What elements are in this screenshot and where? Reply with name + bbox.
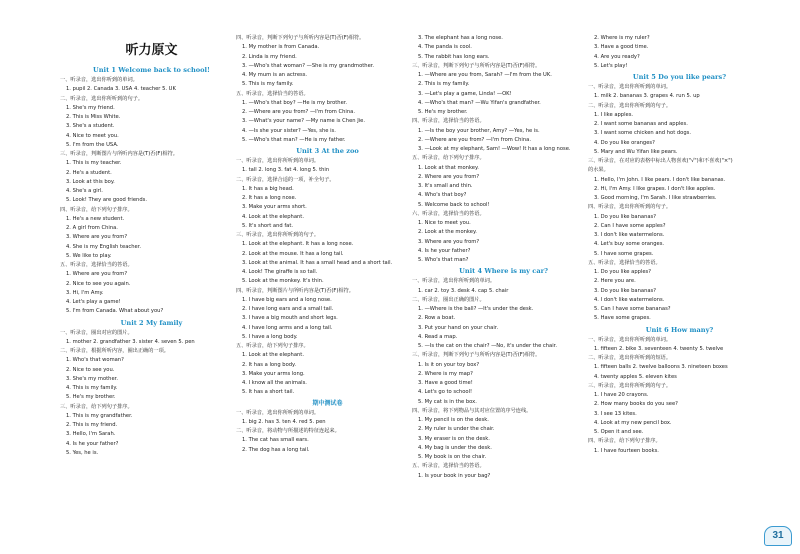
text-line: 4. —Who's that man? —Wu Yifan's grandfather. [418,99,541,106]
text-line: 4. Is he your father? [66,440,119,447]
text-line: 5. He's my brother. [418,109,468,115]
text-line: 1. My pencil is on the desk. [418,417,489,423]
text-line: 5. —Is the cat on the chair? —No, it's under the chair. [418,343,557,349]
text-line: 2. Row a boat. [418,315,456,322]
text-line: 3. Where are you from? [418,238,480,245]
section-heading: 四、听录音，判断图片与所听内容是(T)否(F)相符。 [236,287,354,294]
text-line: 3. Have a good time! [418,380,473,386]
text-line: 3. —Let's play a game, Linda! —OK! [418,90,512,97]
section-heading: 五、听录音，给下列句子排序。 [236,343,309,349]
text-line: 2. Hi, I'm Amy. I like grapes. I don't like apples. [594,185,716,192]
unit-heading: Unit 6 How many? [645,325,714,334]
section-heading: 二、听录音，选出你所听到的短语。 [588,355,672,361]
column-1 [60,34,243,458]
text-line: 1. Is it on your toy box? [418,361,480,368]
section-heading: 一、听录音，选出你所听到的单词。 [588,84,672,90]
text-line: 5. —Who's that man? —He is my father. [242,136,346,143]
text-line: 5. He's my brother. [66,394,116,401]
text-line: 3. —What's your name? —My name is Chen Jie. [242,118,366,125]
text-line: 4. Let's go to school! [418,389,473,396]
text-line: 3. Look at this boy. [66,178,115,185]
text-line: 1. —Where is the ball? —It's under the desk. [418,306,534,312]
text-line: 2. —Where are you from? —I'm from China. [418,136,531,143]
text-line: 5. I have a long body. [242,333,298,340]
section-heading: 二、听录音，选出你所听到的句子。 [588,102,672,109]
section-heading: 一、听录音，选出你所听到的单词。 [236,409,320,416]
text-line: 5. It's short and fat. [242,222,294,229]
section-heading: 二、听录音，选择合适的一项，补全句子。 [236,176,335,183]
text-line: 2. Look at the mouse. It has a long tail. [242,250,344,257]
text-line: 1. This is my teacher. [66,160,122,167]
section-heading: 五、听录音，选择恰当的答语。 [236,90,309,97]
section-heading: 三、听录音，在对应的表格中标出人物喜欢("√")和不喜欢("×") [588,158,733,164]
text-line: 2. This is my family. [418,81,470,88]
text-line: 5. Who's that man? [418,257,469,263]
text-line: 2. Linda is my friend. [242,53,297,60]
text-line: 1. It has a big head. [242,185,294,192]
section-heading: 五、听录音，选择恰当的答语。 [60,262,133,268]
text-line: 5. Look! They are good friends. [66,197,147,204]
text-line: 1. fifteen 2. bike 3. seventeen 4. twenty 5. twelve [594,345,724,352]
text-line: 1. Who's that woman? [66,357,124,364]
text-line: 2. Nice to see you again. [66,280,131,287]
section-heading: 三、听录音，判断下列句子与所听内容是(T)否(F)相符。 [412,62,541,69]
text-line: 5. Open it and see. [594,429,644,435]
text-line: 5. Look at the monkey. It's thin. [242,278,324,285]
text-line: 5. My cat is in the box. [418,398,477,405]
section-heading: 五、听录音，给下列句子排序。 [412,155,485,162]
text-line: 1. —Where are you from, Sarah? —I'm from the UK. [418,72,552,78]
section-heading: 三、听录音，给下列句子排序。 [60,403,133,410]
unit-heading: Unit 5 Do you like pears? [632,73,727,81]
text-line: 1. car 2. toy 3. desk 4. cap 5. chair [418,287,509,294]
text-line: 3. I want some chicken and hot dogs. [594,130,691,137]
text-line: 3. —Who's that woman? —She is my grandmother. [242,62,375,69]
text-line: 4. Let's buy some oranges. [594,241,665,248]
text-line: 1. tall 2. long 3. fat 4. long 5. thin [242,167,330,174]
text-line: 4. The panda is cool. [418,44,472,51]
text-line: 1. Do you like apples? [594,269,651,275]
section-heading: 三、听录音，选出你所听到的句子。 [588,382,672,389]
section-heading: 三、听录音，判断图片与所听内容是(T)否(F)相符。 [60,151,178,157]
text-line: 3. Hello, I'm Sarah. [66,431,116,438]
section-heading: 四、听录音，给下列句子排序。 [60,206,133,213]
text-line: 3. It's small and thin. [418,183,473,189]
text-line: 2. This is my friend. [66,422,118,428]
text-line: 5. Can I have some bananas? [594,306,671,312]
section-heading: 二、听录音，圈出正确的图片。 [412,296,485,303]
section-heading: 一、听录音，选出你所听到的单词。 [236,158,320,164]
unit-heading: Unit 2 My family [120,318,183,327]
text-line: 4. Who's that boy? [418,192,467,199]
text-line: 1. I have 20 crayons. [594,392,649,398]
text-line: 3. Put your hand on your chair. [418,324,499,331]
text-line: 1. fifteen balls 2. twelve balloons 3. nineteen boxes [594,364,728,371]
text-line: 2. It has a long body. [242,361,297,368]
text-line: 3. I don't like watermelons. [594,232,665,238]
text-line: 2. I have long ears and a small tail. [242,306,334,312]
text-line: 3. I have a big mouth and short legs. [242,315,338,322]
text-line: 4. Look! The giraffe is so tall. [242,269,318,275]
text-line: 4. I know all the animals. [242,380,307,386]
text-line: 3. Make your arms long. [242,370,305,377]
text-line: 4. Do you like oranges? [594,139,655,146]
text-line: 1. big 2. has 3. ten 4. red 5. pen [242,418,326,425]
text-line: 2. My ruler is under the chair. [418,426,495,433]
text-line: 4. I have long arms and a long tail. [242,324,333,331]
section-heading: 二、听录音，根据所听内容，圈出正确的一项。 [60,348,169,354]
text-line: 2. —Where are you from? —I'm from China. [242,109,355,115]
text-line: 1. My mother is from Canada. [242,44,320,51]
text-line: 4. Read a map. [418,333,458,340]
text-line: 4. I don't like watermelons. [594,296,665,303]
text-line: 4. My bag is under the desk. [418,444,492,451]
column-2 [236,34,419,455]
section-heading: 一、听录音，选出你听到的单词。 [60,77,138,83]
test-heading: 期中测试卷 [312,399,343,407]
text-line: 5. I have some grapes. [594,250,654,257]
text-line: 3. Where are you from? [66,234,128,241]
text-line: 1. Nice to meet you. [418,220,471,226]
text-line: 3. Make your arms short. [242,204,307,211]
text-line: 4. —Is she your sister? —Yes, she is. [242,127,336,134]
text-line: 5. Mary and Wu Yifan like pears. [594,148,678,155]
text-line: 3. Do you like bananas? [594,287,656,294]
section-heading: 一、听录音，选出你所听到的单词。 [588,336,672,343]
text-line: 5. Yes, he is. [66,449,99,456]
text-line: 1. Look at that monkey. [418,164,479,171]
text-line: 1. Hello, I'm John. I like pears. I don't like bananas. [594,176,726,183]
text-line: 3. Good morning, I'm Sarah. I like strawberries. [594,195,717,201]
text-line: 3. Hi, I'm Amy. [66,289,104,296]
page-title: 听力原文 [125,43,178,58]
text-line: 4. Are you ready? [594,53,640,60]
text-line: 1. I have big ears and a long nose. [242,296,332,303]
text-line: 4. Is he your father? [418,247,471,254]
text-line: 5. It has a short tail. [242,389,295,396]
text-line: 3. My eraser is on the desk. [418,435,490,442]
text-line: 5. Welcome back to school! [418,201,490,208]
text-line: 2. Nice to see you. [66,366,115,373]
text-line: 2. This is Miss White. [66,114,121,120]
section-heading: 一、听录音，选出你所听到的单词。 [412,278,496,285]
text-line: 4. Look at the elephant. [242,213,304,220]
text-line: 1. —Who's that boy? —He is my brother. [242,99,348,106]
text-line: 5. Have some grapes. [594,315,651,322]
text-line: 5. I'm from Canada. What about you? [66,308,164,315]
text-line: 1. The cat has small ears. [242,437,309,444]
text-line: 1. Look at the elephant. It has a long nose. [242,241,354,248]
unit-heading: Unit 3 At the zoo [296,147,359,155]
text-line: 1. Where are you from? [66,271,128,278]
text-line: 2. Here you are. [594,278,636,285]
section-heading: 四、听录音，选择恰当的答语。 [412,118,485,125]
section-heading: 的水果。 [588,167,609,174]
unit-heading: Unit 1 Welcome back to school! [93,66,210,74]
text-line: 1. mother 2. grandfather 3. sister 4. seven 5. pen [66,338,195,345]
section-heading: 二、听录音，选出你所听到的句子。 [60,95,144,102]
section-heading: 二、听录音，将动物与所描述的特征连起来。 [236,428,340,434]
text-line: 3. Look at the animal. It has a small head and a short tail. [242,259,393,266]
text-line: 2. Look at the monkey. [418,229,477,236]
section-heading: 四、听录音，给下列句子排序。 [588,438,661,445]
text-line: 2. Where is my map? [418,370,473,377]
text-line: 2. Where is my ruler? [594,35,650,41]
text-line: 1. pupil 2. Canada 3. USA 4. teacher 5. UK [66,86,176,93]
text-line: 1. Look at the elephant. [242,352,304,359]
text-line: 3. She's my mother. [66,375,118,382]
section-heading: 五、听录音，选择恰当的答语。 [412,463,485,470]
text-line: 5. My book is on the chair. [418,454,487,460]
text-line: 3. —Look at my elephant, Sam! —Wow! It has a long nose. [418,146,571,152]
text-line: 5. Let's play! [594,62,628,69]
text-line: 2. How many books do you see? [594,401,678,408]
page-number: 31 [764,526,792,546]
text-line: 4. Look at my new pencil box. [594,419,672,426]
text-line: 4. twenty apples 5. eleven kites [594,373,677,380]
section-heading: 六、听录音，选择恰当的答语。 [412,210,485,217]
text-line: 1. —Is the boy your brother, Amy? —Yes, he is. [418,127,540,134]
text-line: 2. Where are you from? [418,173,480,180]
text-line: 1. This is my grandfather. [66,412,133,419]
column-3 [412,34,595,481]
section-heading: 四、听录音，将下列物品与其对应位置的序号连线。 [412,407,532,414]
column-4 [588,34,771,456]
text-line: 4. This is my family. [66,385,118,391]
text-line: 2. Can I have some apples? [594,222,666,229]
text-line: 1. Is your book in your bag? [418,472,491,479]
text-line: 4. Nice to meet you. [66,132,119,139]
section-heading: 四、听录音，判断下列句子与所听内容是(T)否(F)相符。 [236,35,365,41]
text-line: 3. The elephant has a long nose. [418,35,503,41]
text-line: 2. I want some bananas and apples. [594,121,688,127]
section-heading: 五、听录音，选择恰当的答语。 [588,259,661,266]
section-heading: 一、听录音，圈出对应的图片。 [60,329,133,336]
section-heading: 三、听录音，选出你所听到的句子。 [236,232,320,238]
text-line: 5. This is my family. [242,81,294,88]
text-line: 1. I have fourteen books. [594,447,659,454]
text-line: 2. A girl from China. [66,225,118,231]
text-line: 5. We like to play. [66,252,112,259]
unit-heading: Unit 4 Where is my car? [459,267,548,276]
text-line: 2. He's a student. [66,169,112,176]
text-line: 1. I like apples. [594,111,634,118]
text-line: 1. He's a new student. [66,215,125,222]
text-line: 1. Do you like bananas? [594,213,656,220]
text-line: 5. The rabbit has long ears. [418,53,490,60]
text-line: 4. Let's play a game! [66,299,121,305]
text-line: 4. She's a girl. [66,188,103,194]
text-line: 4. She is my English teacher. [66,243,142,250]
text-line: 1. She's my friend. [66,104,115,111]
text-line: 1. milk 2. bananas 3. grapes 4. run 5. up [594,93,700,100]
text-line: 2. It has a long nose. [242,195,297,201]
text-line: 3. She's a student. [66,123,115,130]
text-line: 3. Have a good time. [594,44,649,51]
section-heading: 四、听录音，选出你所听到的句子。 [588,204,672,211]
section-heading: 三、听录音，判断下列句子与所听内容是(T)否(F)相符。 [412,352,541,359]
text-line: 3. I see 13 kites. [594,410,637,417]
text-line: 2. The dog has a long tail. [242,446,310,453]
text-line: 5. I'm from the USA. [66,141,119,148]
text-line: 4. My mum is an actress. [242,72,308,78]
